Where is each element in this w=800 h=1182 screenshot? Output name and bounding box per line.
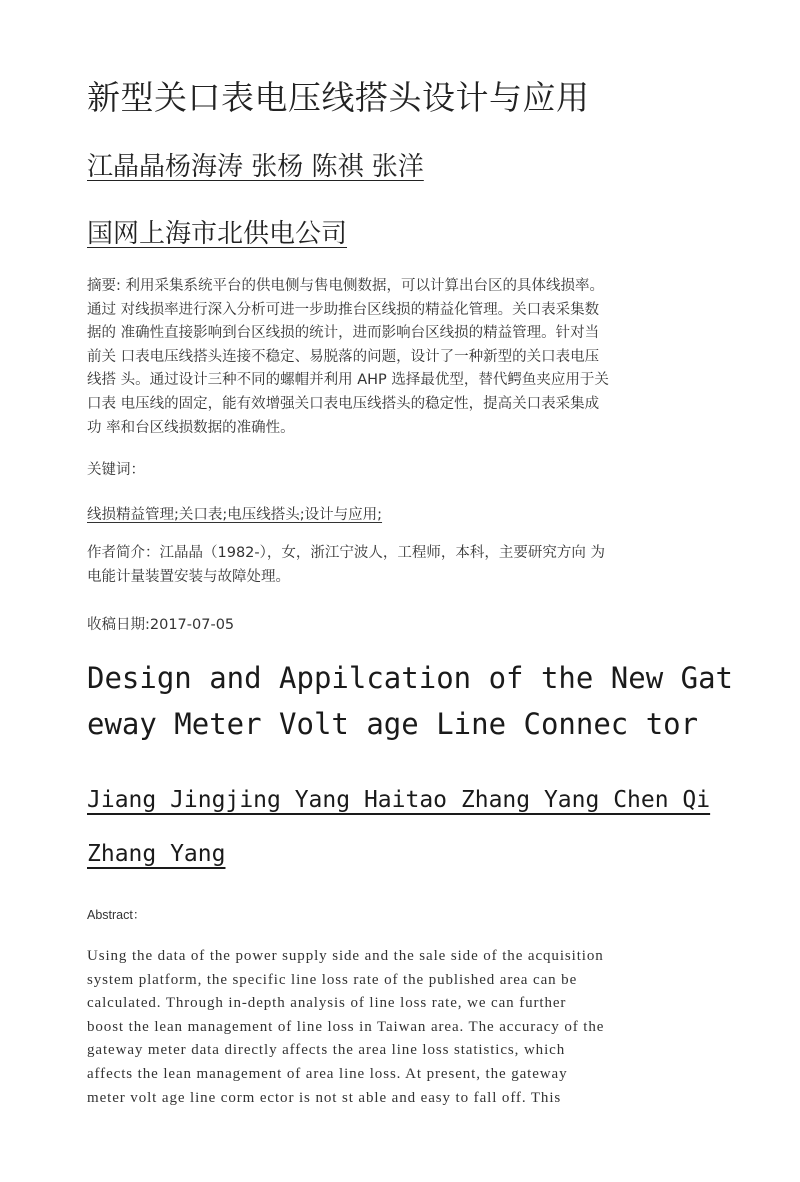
abstract-en-line: boost the lean management of line loss in Taiwan area. The accuracy of the — [87, 1018, 605, 1035]
abstract-en-line: system platform, the specific line loss rate of the published area can be — [87, 971, 578, 988]
received-date: 收稿日期:2017-07-05 — [87, 617, 235, 633]
abstract-cn-line: 线搭 头。通过设计三种不同的螺帽并利用 AHP 选择最优型，替代鳄鱼夹应用于关 — [87, 372, 609, 389]
abstract-cn-line: 据的 准确性直接影响到台区线损的统计，进而影响台区线损的精益管理。针对当 — [87, 325, 600, 342]
abstract-cn-line: 功 率和台区线损数据的准确性。 — [87, 419, 295, 436]
abstract-cn-line: 通过 对线损率进行深入分析可进一步助推台区线损的精益化管理。关口表采集数 — [87, 301, 600, 318]
abstract-cn-line: 口表 电压线的固定，能有效增强关口表电压线搭头的稳定性，提高关口表采集成 — [87, 395, 600, 412]
affiliation-cn: 国网上海市北供电公司 — [87, 219, 348, 249]
abstract-en — [87, 945, 604, 1110]
abstract-en-line: Using the data of the power supply side and the sale side of the acquisition — [87, 948, 604, 964]
abstract-en-line: meter volt age line corm ector is not st able and easy to fall off. This — [87, 1089, 562, 1106]
keywords-label: 关键词： — [87, 462, 145, 478]
author-bio — [87, 542, 712, 589]
abstract-en-line: calculated. Through in-depth analysis of line loss rate, we can further — [87, 995, 567, 1012]
authors-en-line: Zhang Yang — [87, 841, 226, 867]
author-bio-line: 作者简介：江晶晶（1982-），女，浙江宁波人，工程师，本科，主要研究方向 为 — [87, 545, 605, 561]
paper-title-cn: 新型关口表电压线搭头设计与应用 — [87, 78, 590, 117]
abstract-cn-line: 摘要: 利用采集系统平台的供电侧与售电侧数据，可以计算出台区的具体线损率。 — [87, 278, 604, 294]
paper-title-en — [87, 655, 733, 747]
abstract-en-line: gateway meter data directly affects the area line loss statistics, which — [87, 1042, 566, 1059]
abstract-en-line: affects the lean management of area line loss. At present, the gateway — [87, 1065, 568, 1082]
authors-cn: 江晶晶杨海涛 张杨 陈祺 张洋 — [87, 152, 424, 182]
authors-en — [87, 780, 710, 888]
title-en-line: eway Meter Volt age Line Connec tor — [87, 707, 699, 741]
abstract-en-label: Abstract： — [87, 908, 146, 922]
author-bio-line: 电能计量装置安装与故障处理。 — [87, 568, 290, 585]
title-en-line: Design and Appilcation of the New Gat — [87, 661, 734, 695]
abstract-cn — [87, 275, 712, 440]
keywords-list: 线损精益管理;关口表;电压线搭头;设计与应用; — [87, 507, 383, 523]
authors-en-line: Jiang Jingjing Yang Haitao Zhang Yang Chen Qi — [87, 787, 711, 813]
abstract-cn-line: 前关 口表电压线搭头连接不稳定、易脱落的问题，设计了一种新型的关口表电压 — [87, 348, 600, 365]
